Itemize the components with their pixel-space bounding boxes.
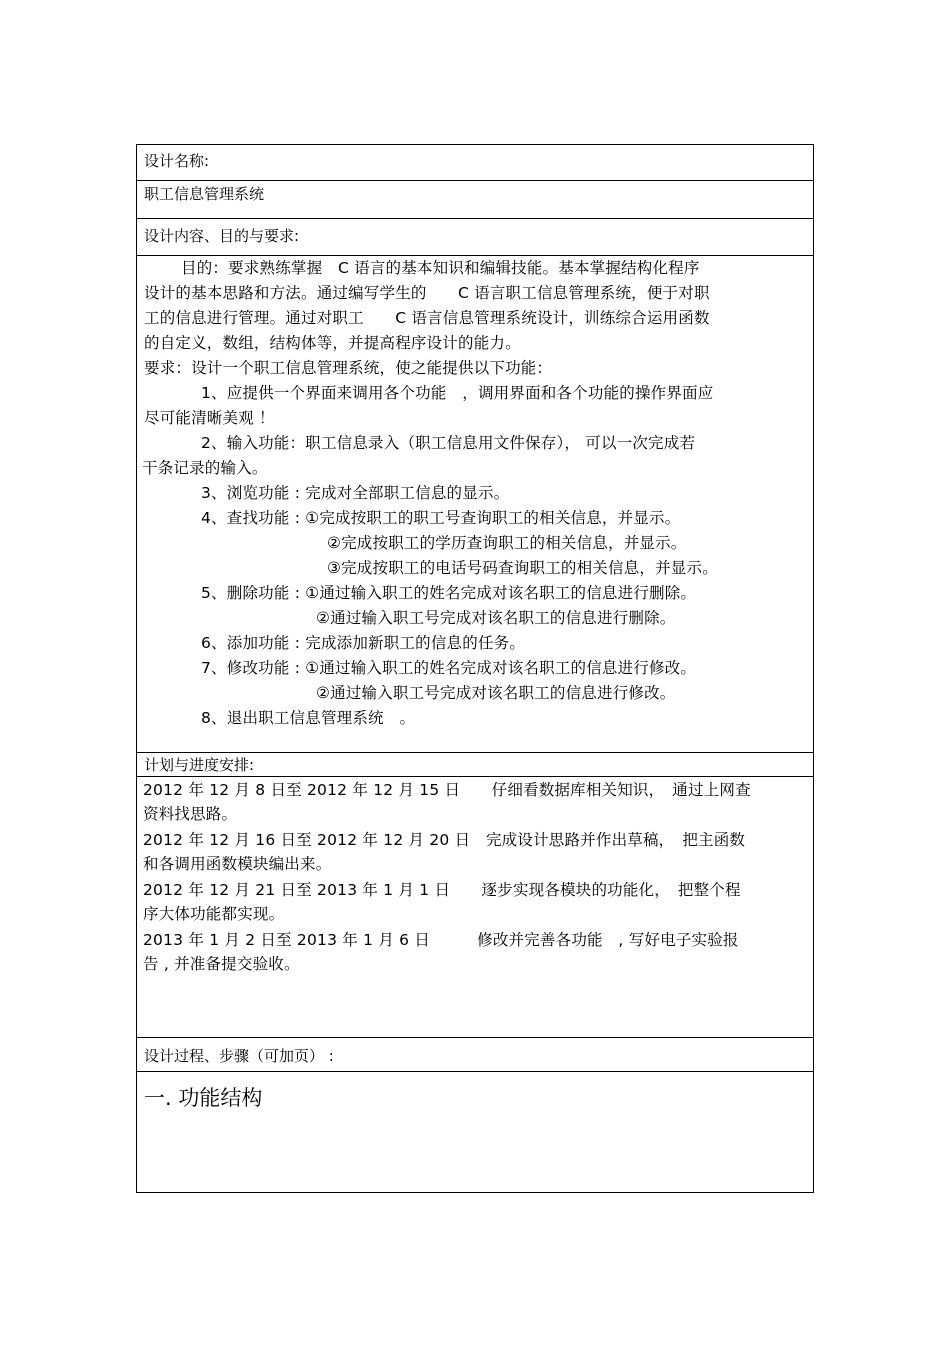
content-line: ②通过输入职工号完成对该名职工的信息进行删除。 [316, 609, 676, 627]
content-line: 的自定义，数组，结构体等，并提高程序设计的能力。 [144, 334, 521, 352]
process-label-row [137, 1038, 813, 1072]
content-line: 5、删除功能 : ①通过输入职工的姓名完成对该名职工的信息进行删除。 [201, 584, 697, 602]
plan-line: 2012 年 12 月 21 日至 2013 年 1 月 1 日 逐步实现各模块的功能化， 把整个程 [143, 881, 741, 899]
design-name-value: 职工信息管理系统 [144, 185, 265, 203]
plan-label-row [137, 753, 813, 777]
content-line: 1、应提供一个界面来调用各个功能 ，调用界面和各个功能的操作界面应 [201, 384, 714, 402]
content-body-row [137, 256, 813, 753]
content-line: ②完成按职工的学历查询职工的相关信息，并显示。 [327, 534, 687, 552]
content-line: 2、输入功能：职工信息录入（职工信息用文件保存）， 可以一次完成若 [201, 434, 696, 452]
section-heading: 一. 功能结构 [144, 1086, 263, 1110]
content-line: 7、修改功能 : ①通过输入职工的姓名完成对该名职工的信息进行修改。 [201, 659, 697, 677]
content-line: 3、浏览功能 : 完成对全部职工信息的显示。 [201, 484, 510, 502]
content-label-row [137, 219, 813, 256]
plan-line: 2012 年 12 月 8 日至 2012 年 12 月 15 日 仔细看数据库相关知识， 通过上网查 [143, 781, 751, 799]
plan-line: 资料找思路。 [143, 805, 238, 823]
content-line: 尽可能清晰美观 ！ [144, 409, 275, 427]
design-name-label-row [137, 145, 813, 181]
content-line: 要求：设计一个职工信息管理系统，使之能提供以下功能： [144, 359, 553, 377]
content-line: 工的信息进行管理。通过对职工 C 语言信息管理系统设计，训练综合运用函数 [144, 309, 710, 327]
design-form-table [136, 144, 814, 1193]
content-line: 目的：要求熟练掌握 C 语言的基本知识和编辑技能。基本掌握结构化程序 [181, 259, 700, 277]
plan-line: 2013 年 1 月 2 日至 2013 年 1 月 6 日 修改并完善各功能 , 写好电子实验报 [143, 931, 739, 949]
design-name-label: 设计名称: [144, 152, 210, 170]
process-body-row [137, 1072, 813, 1192]
plan-body-row [137, 777, 813, 1038]
content-line: 设计的基本思路和方法。通过编写学生的 C 语言职工信息管理系统，便于对职 [144, 284, 710, 302]
content-line: 6、添加功能 : 完成添加新职工的信息的任务。 [201, 634, 526, 652]
content-line: ③完成按职工的电话号码查询职工的相关信息，并显示。 [327, 559, 718, 577]
plan-line: 和各调用函数模块编出来。 [143, 855, 332, 873]
plan-line: 告 , 并准备提交验收。 [143, 955, 300, 973]
content-label: 设计内容、目的与要求: [144, 227, 300, 245]
plan-line: 序大体功能都实现。 [143, 905, 285, 923]
content-line: 4、查找功能 : ①完成按职工的职工号查询职工的相关信息，并显示。 [201, 509, 681, 527]
design-name-value-row [137, 181, 813, 219]
process-label: 设计过程、步骤（可加页） : [144, 1047, 334, 1065]
content-line: ②通过输入职工号完成对该名职工的信息进行修改。 [316, 684, 676, 702]
plan-line: 2012 年 12 月 16 日至 2012 年 12 月 20 日 完成设计思路并作出草稿， 把主函数 [143, 831, 746, 849]
content-line: 干条记录的输入。 [142, 459, 268, 477]
content-line: 8、退出职工信息管理系统 。 [201, 709, 416, 727]
plan-label: 计划与进度安排: [144, 756, 255, 774]
